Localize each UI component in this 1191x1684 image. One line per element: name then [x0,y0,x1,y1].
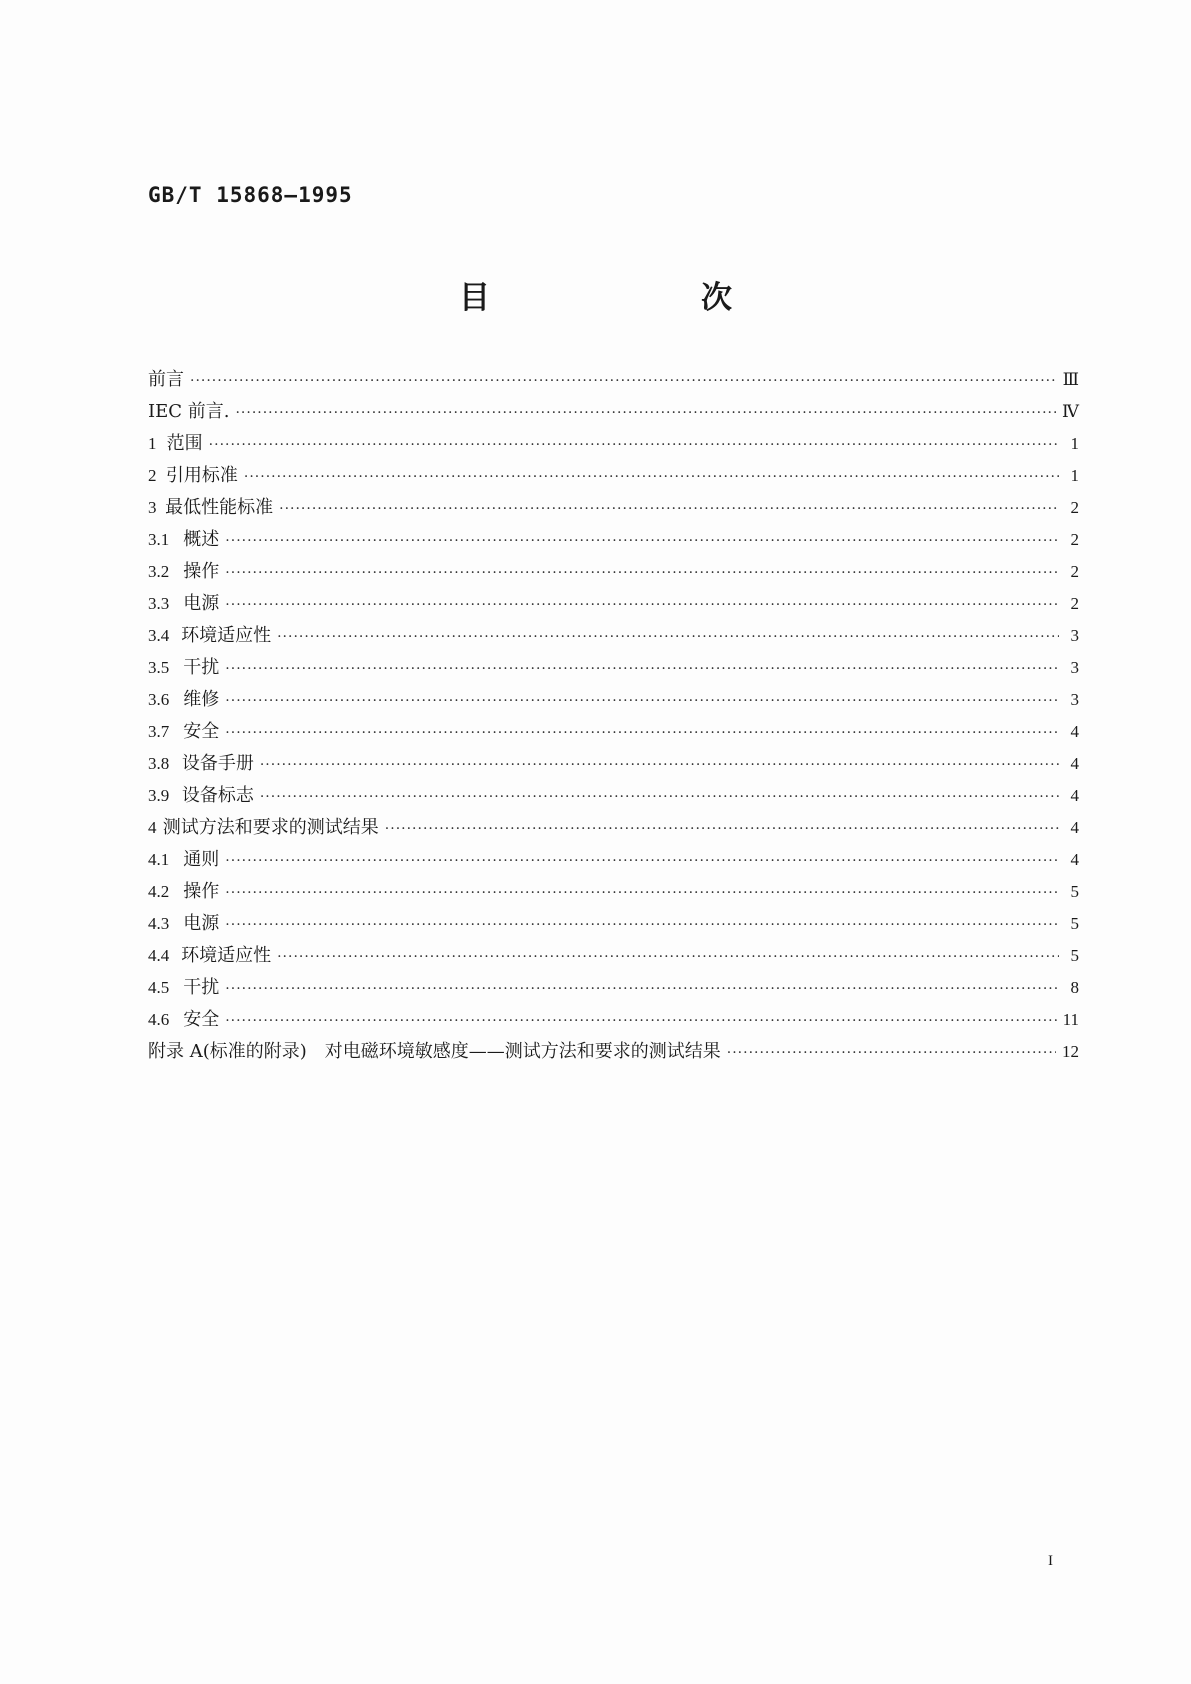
toc-entry[interactable] [148,460,1079,492]
toc-dot-leader [190,365,1057,397]
toc-entry-number: 4.2 [148,882,170,901]
toc-entry-page: 12 [1062,1042,1079,1061]
toc-entry[interactable] [148,940,1079,972]
toc-entry-page: 5 [1070,946,1079,965]
toc-entry-number: 3.8 [148,754,170,773]
toc-entry[interactable] [148,684,1079,716]
page-title: 目 次 [459,280,822,316]
toc-dot-leader [385,813,1059,845]
toc-dot-leader [209,429,1059,461]
toc-dot-leader [225,685,1059,717]
toc-dot-leader [277,621,1059,653]
toc-entry-page: 5 [1070,914,1079,933]
toc-dot-leader [225,525,1059,557]
toc-entry-page: 4 [1070,786,1079,805]
toc-dot-leader [260,749,1059,781]
toc-entry-page: 2 [1070,530,1079,549]
toc-entry-number: 4.1 [148,850,170,869]
toc-dot-leader [225,653,1059,685]
toc-entry-number: 3 [148,498,157,517]
toc-entry-label: 安全 [183,1009,220,1030]
toc-dot-leader [225,845,1059,877]
toc-entry[interactable] [148,972,1079,1004]
toc-entry-page: 4 [1070,722,1079,741]
toc-entry-label: 操作 [183,881,220,902]
toc-entry-page: 3 [1070,690,1079,709]
toc-entry-label: 维修 [183,689,220,710]
toc-dot-leader [244,461,1059,493]
table-of-contents [148,364,1079,1068]
toc-entry-number: 3.1 [148,530,170,549]
toc-entry[interactable] [148,876,1079,908]
toc-entry-label: 附录 A(标准的附录) 对电磁环境敏感度——测试方法和要求的测试结果 [148,1041,721,1062]
toc-entry-page: 4 [1070,754,1079,773]
toc-entry[interactable] [148,716,1079,748]
toc-entry-label: 环境适应性 [181,625,272,646]
toc-entry-number: 4.6 [148,1010,170,1029]
toc-entry-page: 3 [1070,626,1079,645]
toc-entry[interactable] [148,620,1079,652]
toc-dot-leader [260,781,1059,813]
toc-entry[interactable] [148,812,1079,844]
toc-dot-leader [225,589,1059,621]
toc-entry[interactable] [148,908,1079,940]
toc-entry-label: 设备手册 [181,753,254,774]
toc-entry[interactable] [148,556,1079,588]
toc-dot-leader [277,941,1059,973]
toc-entry-page: 8 [1070,978,1079,997]
toc-entry-label: 前言 [148,369,184,390]
toc-dot-leader [225,1005,1056,1037]
toc-entry-page: 3 [1070,658,1079,677]
toc-entry-label: 环境适应性 [181,945,272,966]
toc-entry[interactable] [148,1004,1079,1036]
toc-entry-label: 通则 [183,849,220,870]
toc-entry-number: 3.4 [148,626,170,645]
toc-entry-page: 11 [1062,1010,1079,1029]
toc-entry-page: 2 [1070,498,1079,517]
toc-dot-leader [279,493,1059,525]
toc-dot-leader [225,973,1059,1005]
toc-entry-number: 4.3 [148,914,170,933]
toc-entry-number: 4.4 [148,946,170,965]
toc-dot-leader [225,909,1059,941]
toc-entry[interactable] [148,652,1079,684]
toc-entry[interactable] [148,1036,1079,1068]
toc-entry-label: 引用标准 [165,465,238,486]
toc-entry-page: 1 [1070,434,1079,453]
toc-entry-label: 干扰 [183,657,220,678]
toc-entry[interactable] [148,428,1079,460]
toc-entry-label: 电源 [183,593,220,614]
toc-entry-label: 最低性能标准 [165,497,274,518]
toc-entry-number: 3.6 [148,690,170,709]
toc-entry-label: 干扰 [183,977,220,998]
toc-dot-leader [225,877,1059,909]
toc-entry-page: 5 [1070,882,1079,901]
toc-entry-number: 4.5 [148,978,170,997]
toc-entry[interactable] [148,524,1079,556]
toc-dot-leader [225,557,1059,589]
toc-entry[interactable] [148,588,1079,620]
toc-entry-number: 2 [148,466,157,485]
standard-number: GB/T 15868—1995 [148,183,353,207]
toc-entry-page: Ⅳ [1062,402,1079,421]
toc-entry[interactable] [148,396,1079,428]
toc-dot-leader [727,1037,1056,1069]
toc-dot-leader [225,717,1059,749]
toc-entry[interactable] [148,492,1079,524]
toc-entry-label: 电源 [183,913,220,934]
toc-entry-number: 3.3 [148,594,170,613]
toc-entry-page: 2 [1070,594,1079,613]
toc-entry-number: 3.2 [148,562,170,581]
toc-entry-label: 概述 [183,529,220,550]
toc-entry-page: 1 [1070,466,1079,485]
toc-entry-number: 1 [148,434,157,453]
toc-entry-page: 2 [1070,562,1079,581]
toc-entry-number: 4 [148,818,157,837]
toc-entry-label: 测试方法和要求的测试结果 [162,817,379,838]
toc-entry-label: 操作 [183,561,220,582]
toc-entry[interactable] [148,844,1079,876]
toc-entry[interactable] [148,780,1079,812]
toc-entry-page: Ⅲ [1062,370,1079,389]
toc-entry[interactable] [148,748,1079,780]
toc-entry-label: 设备标志 [181,785,254,806]
toc-entry-label: 范围 [166,433,203,454]
toc-entry-number: 3.9 [148,786,170,805]
toc-entry-label: IEC 前言. [148,401,230,422]
toc-entry-page: 4 [1070,850,1079,869]
toc-entry-number: 3.5 [148,658,170,677]
toc-entry-label: 安全 [183,721,220,742]
toc-entry-page: 4 [1070,818,1079,837]
toc-dot-leader [235,397,1056,429]
toc-entry-number: 3.7 [148,722,170,741]
toc-entry[interactable] [148,364,1079,396]
page-number: I [1048,1553,1053,1569]
